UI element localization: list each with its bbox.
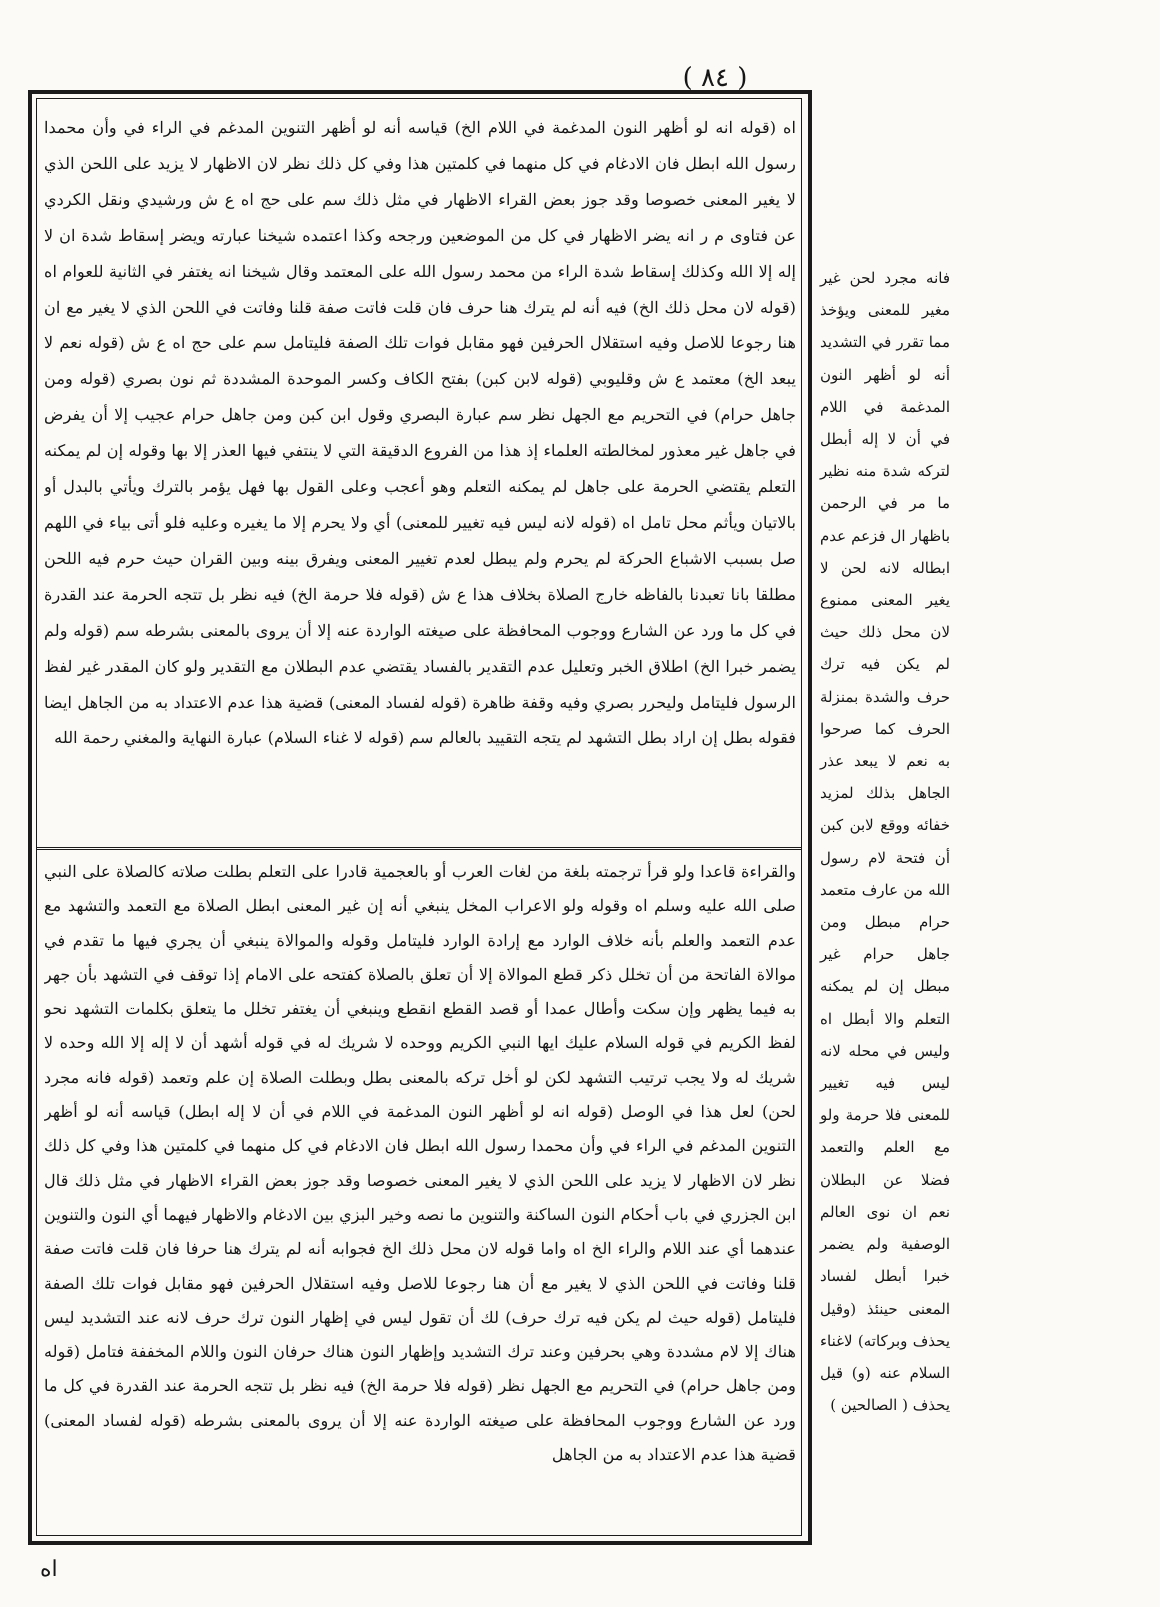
catchword: اه bbox=[40, 1557, 58, 1582]
page-number: ( ٨٤ ) bbox=[682, 63, 748, 93]
commentary-top-block bbox=[44, 110, 796, 840]
commentary-bottom-block bbox=[44, 855, 796, 1530]
section-divider bbox=[36, 847, 802, 850]
commentary-bottom-text: والقراءة قاعدا ولو قرأ ترجمته بلغة من لغات العرب أو بالعجمية قادرا على التعلم بطلت صلاته كالصلاة على النبي صلى الله عليه وسلم اه وقوله ولو الاعراب المخل ينبغي أنه إن غير المعنى ابطل الصلاة مع التعمد والتشهد مع عدم التعمد والعلم بأنه خلاف الوارد مع إرادة الوارد فليتامل وقوله والموالاة ينبغي أن يجري فيها ما تقدم في موالاة الفاتحة من أن تخلل ذكر قطع الموالاة إلا أن تعلق بالصلاة كفتحه على الامام إذا توقف في التشهد بأن جهر به فيما يظهر وإن سكت وأطال عمدا أو قصد القطع انقطع وينبغي أن يغتفر تخلل ما يتعلق بكلمات التشهد نحو لفظ الكريم في قوله السلام عليك ايها النبي الكريم ووحده لا شريك له في قوله أشهد أن لا إله إلا الله وحده لا شريك له ولا يجب ترتيب التشهد لكن لو أخل تركه بالمعنى بطل وبطلت الصلاة إن علم وتعمد (قوله فانه مجرد لحن) لعل هذا في الوصل (قوله انه لو أظهر النون المدغمة في اللام في أن لا إله ابطل) قياسه أنه لو أظهر التنوين المدغم في الراء في وأن محمدا رسول الله ابطل فان الادغام في كل منهما في كلمتين هذا وفي كل ذلك نظر لان الاظهار لا يزيد على اللحن الذي لا يغير المعنى خصوصا وقد جوز بعض القراء الاظهار في مثل ذلك قال ابن الجزري في باب أحكام النون الساكنة والتنوين ما نصه وخير البزي بين الادغام والاظهار فيهما أي النون والتنوين عندهما أي عند اللام والراء الخ اه واما قوله لان محل ذلك الخ فجوابه أنه لم يترك هنا حرفا فان قلت فاتت صفة قلنا وفاتت في اللحن الذي لا يغير مع أن هنا رجوعا للاصل وفيه استقلال الحرفين فهو مقابل فوات تلك الصفة فليتامل (قوله حيث لم يكن فيه ترك حرف) لك أن تقول ليس في إظهار النون ترك حرف لانه عند التشديد ليس هناك إلا لام مشددة وهي بحرفين وعند ترك التشديد وإظهار النون هناك حرفان النون واللام المخففة فتامل (قوله ومن جاهل حرام) في التحريم مع الجهل نظر (قوله فلا حرمة الخ) فيه نظر بل تتجه الحرمة عند القدرة في كل ما ورد عن الشارع ووجوب المحافظة على صيغته الواردة عنه إلا أن يروى بالمعنى بشرطه (قوله لفساد المعنى) قضية هذا عدم الاعتداد به من الجاهل bbox=[44, 862, 796, 1465]
margin-matn-column bbox=[820, 262, 950, 1415]
margin-matn-text: فانه مجرد لحن غير مغير للمعنى ويؤخذ مما تقرر في التشديد أنه لو أظهر النون المدغمة في اللام في أن لا إله أبطل لتركه شدة منه نظير ما مر في الرحمن باظهار ال فزعم عدم ابطاله لانه لحن لا يغير المعنى ممنوع لان محل ذلك حيث لم يكن فيه ترك حرف والشدة بمنزلة الحرف كما صرحوا به نعم لا يبعد عذر الجاهل بذلك لمزيد خفائه ووقع لابن كبن أن فتحة لام رسول الله من عارف متعمد حرام مبطل ومن جاهل حرام غير مبطل إن لم يمكنه التعلم والا أبطل اه وليس في محله لانه ليس فيه تغيير للمعنى فلا حرمة ولو مع العلم والتعمد فضلا عن البطلان نعم ان نوى العالم الوصفية ولم يضمر خبرا أبطل لفساد المعنى حينئذ (وقيل يحذف وبركاته) لاغناء السلام عنه (و) قيل يحذف ( الصالحين ) bbox=[820, 269, 950, 1415]
commentary-top-text: اه (قوله انه لو أظهر النون المدغمة في اللام الخ) قياسه أنه لو أظهر التنوين المدغم في الراء في وأن محمدا رسول الله ابطل فان الادغام في كل منهما في كلمتين هذا وفي كل ذلك نظر لان الاظهار لا يزيد على اللحن الذي لا يغير المعنى خصوصا وقد جوز بعض القراء الاظهار في مثل ذلك سم على حج اه ع ش ورشيدي ونقل الكردي عن فتاوى م ر انه يضر الاظهار في كل من الموضعين ورجحه وكذا اعتمده شيخنا عبارته ويضر إسقاط شدة ان لا إله إلا الله وكذلك إسقاط شدة الراء من محمد رسول الله على المعتمد وقال شيخنا انه يغتفر في الثانية للعوام اه (قوله لان محل ذلك الخ) فيه أنه لم يترك هنا حرف فان قلت فاتت صفة قلنا وفاتت في اللحن الذي لا يغير مع ان هنا رجوعا للاصل وفيه استقلال الحرفين فهو مقابل فوات تلك الصفة فليتامل سم على حج اه ع ش (قوله نعم لا يبعد الخ) معتمد ع ش وقليوبي (قوله لابن كبن) بفتح الكاف وكسر الموحدة المشددة ثم نون بصري (قوله ومن جاهل حرام) في التحريم مع الجهل نظر سم عبارة البصري وقول ابن كبن ومن جاهل حرام عجيب إلا أن يفرض في جاهل غير معذور لمخالطته العلماء إذ هذا من الفروع الدقيقة التي لا ينتفي فيها العذر إلا بها وقوله إن لم يمكنه التعلم يقتضي الحرمة على جاهل لم يمكنه التعلم وهو أعجب وعلى القول بها فهل يؤمر بالترك ويأتي بالبدل أو بالاتيان ويأثم محل تامل اه (قوله لانه ليس فيه تغيير للمعنى) أي ولا يحرم إلا ما يغيره وعليه فلو أتى بياء في اللهم صل بسبب الاشباع الحركة لم يحرم ولم يبطل لعدم تغيير المعنى ويفرق بينه وبين القران حيث حرم فيه اللحن مطلقا بانا تعبدنا بالفاظه خارج الصلاة بخلاف هذا ع ش (قوله فلا حرمة الخ) فيه نظر بل تتجه الحرمة عند القدرة في كل ما ورد عن الشارع ووجوب المحافظة على صيغته الواردة عنه إلا أن يروى بالمعنى بشرطه سم (قوله ولم يضمر خبرا الخ) اطلاق الخبر وتعليل عدم التقدير بالفساد يقتضي عدم البطلان مع التقدير ولو كان المقدر غير لفظ الرسول فليتامل وليحرر بصري وفيه وقفة ظاهرة (قوله لفساد المعنى) قضية هذا عدم الاعتداد به من الجاهل ايضا فقوله بطل إن اراد بطل التشهد لم يتجه التقييد بالعالم سم (قوله لا غناء السلام) عبارة النهاية والمغني رحمة الله bbox=[44, 118, 796, 748]
